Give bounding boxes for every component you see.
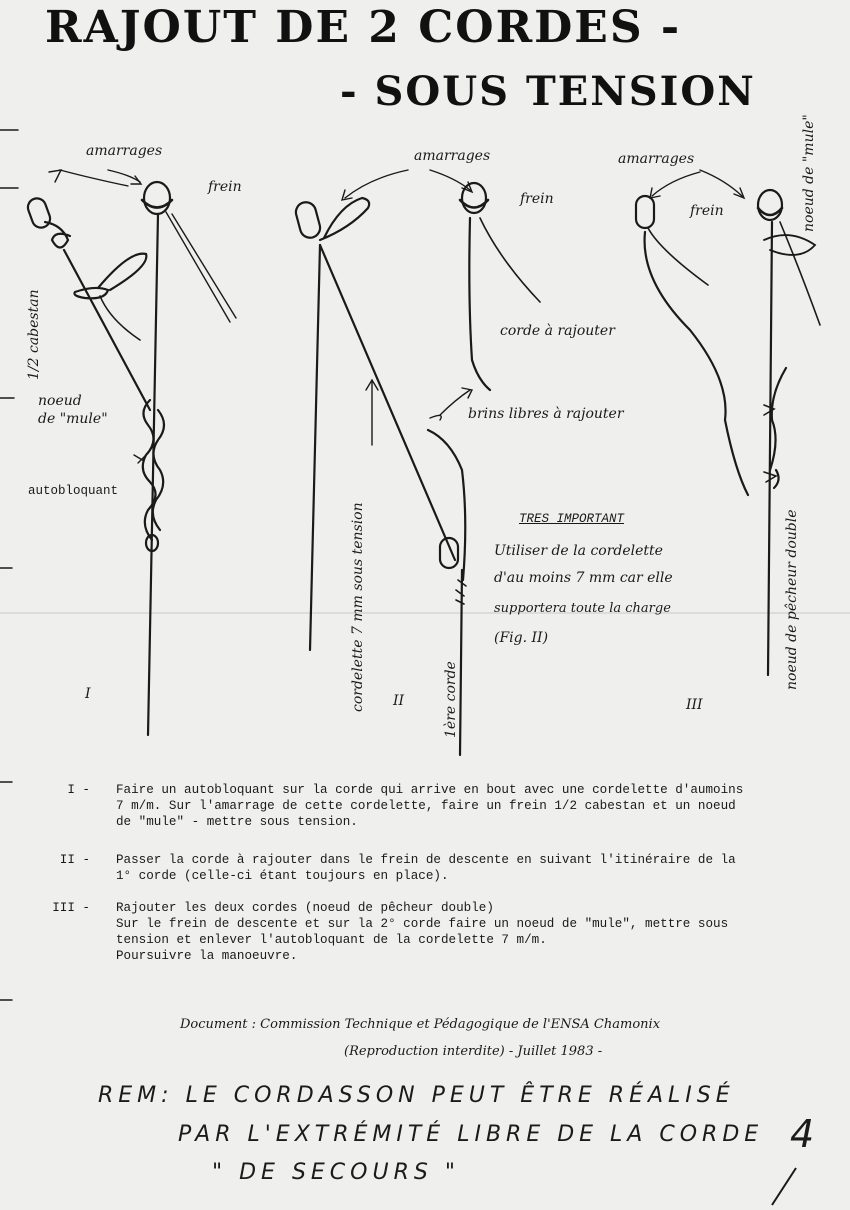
label-premiere-corde: 1ère corde xyxy=(443,661,459,738)
label-noeud-mule-1: noeud de "mule" xyxy=(38,393,108,427)
instruction-text: Rajouter les deux cordes (noeud de pêcheur double) Sur le frein de descente et sur la 2° corde faire un noeud de "mule", mettre sous tension et enlever l'autobloquant de la cordelette 7 m/m. Poursuivre la manoeuvre. xyxy=(116,901,729,963)
label-cabestan: 1/2 cabestan xyxy=(26,289,42,380)
instruction-text: Passer la corde à rajouter dans le frein de descente en suivant l'itinéraire de la 1° corde (celle-ci étant toujours en place). xyxy=(116,853,736,883)
important-line-3: supportera toute la charge xyxy=(494,601,671,616)
page-subtitle: - SOUS TENSION xyxy=(340,68,756,115)
label-autobloquant: autobloquant xyxy=(28,484,119,498)
figure-3-numeral: III xyxy=(686,697,703,713)
figure-2-drawing xyxy=(294,170,540,755)
label-brins-libres: brins libres à rajouter xyxy=(468,406,624,422)
remark-line-2: PAR L'EXTRÉMITÉ LIBRE DE LA CORDE xyxy=(178,1122,764,1147)
instruction-number: I - xyxy=(67,783,90,797)
label-noeud-mule-3: noeud de "mule" xyxy=(801,114,817,232)
label-frein-1: frein xyxy=(208,179,242,195)
figure-1-drawing xyxy=(25,170,236,735)
label-amarrages-1: amarrages xyxy=(86,143,163,159)
instruction-number: III - xyxy=(52,901,90,915)
label-frein-3: frein xyxy=(690,203,724,219)
remark-line-1: REM: LE CORDASSON PEUT ÊTRE RÉALISÉ xyxy=(98,1083,735,1108)
label-amarrages-2: amarrages xyxy=(414,148,491,164)
figure-2-numeral: II xyxy=(393,693,405,709)
label-frein-2: frein xyxy=(520,191,554,207)
page-title: RAJOUT DE 2 CORDES - xyxy=(45,2,682,53)
important-line-1: Utiliser de la cordelette xyxy=(494,543,663,559)
credit-line-2: (Reproduction interdite) - Juillet 1983 - xyxy=(344,1044,603,1059)
figure-1-numeral: I xyxy=(85,686,91,702)
credit-line-1: Document : Commission Technique et Pédagogique de l'ENSA Chamonix xyxy=(180,1017,661,1032)
label-amarrages-3: amarrages xyxy=(618,151,695,167)
important-heading: TRES IMPORTANT xyxy=(519,512,625,526)
important-line-2: d'au moins 7 mm car elle xyxy=(494,570,673,586)
important-line-4: (Fig. II) xyxy=(494,630,549,646)
page-number: 4 xyxy=(790,1112,815,1156)
label-cordelette-sous-tension: cordelette 7 mm sous tension xyxy=(350,502,366,712)
remark-line-3: " DE SECOURS " xyxy=(212,1160,460,1185)
margin-marks xyxy=(0,130,18,1000)
label-corde-a-rajouter: corde à rajouter xyxy=(500,323,615,339)
instruction-number: II - xyxy=(59,853,90,867)
label-pecheur-double: noeud de pêcheur double xyxy=(784,509,800,690)
instruction-text: Faire un autobloquant sur la corde qui arrive en bout avec une cordelette d'aumoins 7 m/m. Sur l'amarrage de cette cordelette, faire un frein 1/2 cabestan et un noeud de "mule" - mettre sous tension. xyxy=(116,783,744,829)
